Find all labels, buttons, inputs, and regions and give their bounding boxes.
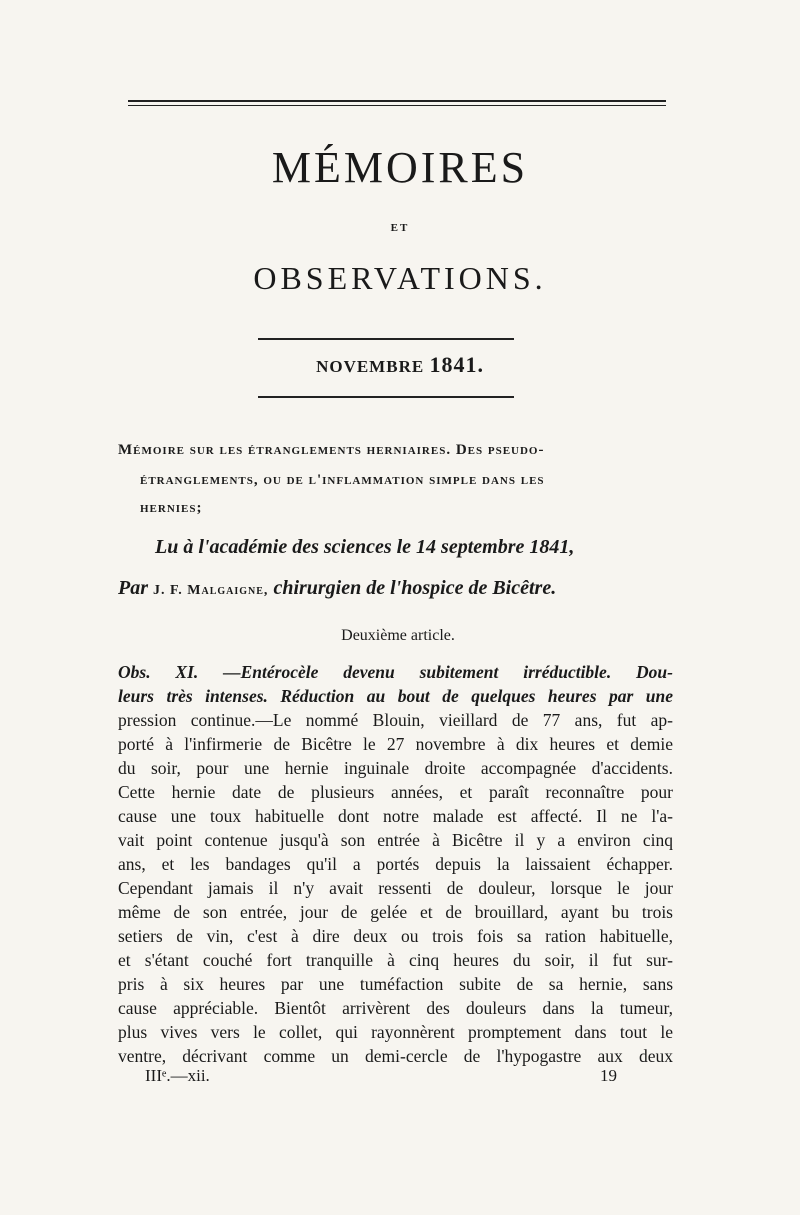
article-heading-line-2: étranglements, ou de l'inflammation simple dans les	[140, 472, 545, 488]
body-line: et s'étant couché fort tranquille à cinq heures du soir, il fut sur-	[118, 950, 673, 970]
body-line: pression continue.—Le nommé Blouin, vieillard de 77 ans, fut ap-	[118, 710, 673, 730]
body-line: du soir, pour une hernie inguinale droite accompagnée d'accidents.	[118, 758, 673, 778]
author-prefix: Par	[118, 577, 148, 599]
body-line: Cependant jamais il n'y avait ressenti de douleur, lorsque le jour	[118, 878, 673, 898]
author-role: chirurgien de l'hospice de Bicêtre.	[273, 577, 557, 599]
body-line: même de son entrée, jour de gelée et de brouillard, ayant bu trois	[118, 902, 673, 922]
author-name: J. F. Malgaigne,	[153, 583, 269, 598]
author-line	[118, 574, 678, 605]
body-line: leurs très intenses. Réduction au bout de quelques heures par une	[118, 686, 673, 706]
page-number: 19	[600, 1066, 617, 1085]
article-part: Deuxième article.	[341, 627, 455, 644]
body-line: ventre, décrivant comme un demi-cercle de l'hypogastre aux deux	[118, 1046, 673, 1066]
body-line: pris à six heures par une tuméfaction subite de sa hernie, sans	[118, 974, 673, 994]
body-line: Cette hernie date de plusieurs années, et paraît reconnaître pour	[118, 782, 673, 802]
body-line: cause une toux habituelle dont notre malade est affecté. Il ne l'a-	[118, 806, 673, 826]
body-line: setiers de vin, c'est à dire deux ou trois fois sa ration habituelle,	[118, 926, 673, 946]
article-heading-line-3: hernies;	[140, 500, 203, 516]
body-line: porté à l'infirmerie de Bicêtre le 27 novembre à dix heures et demie	[118, 734, 673, 754]
body-line: Obs. XI. —Entérocèle devenu subitement irréductible. Dou-	[118, 662, 673, 682]
body-line: ans, et les bandages qu'il a portés depuis la laissaient échapper.	[118, 854, 673, 874]
body-line: plus vives vers le collet, qui rayonnèrent promptement dans tout le	[118, 1022, 673, 1042]
issue-year: 1841.	[429, 352, 484, 377]
body-line: vait point contenue jusqu'à son entrée à Bicêtre il y a environ cinq	[118, 830, 673, 850]
title-conjunction: ET	[390, 222, 410, 234]
issue-date	[0, 352, 800, 378]
article-heading-line-1: Mémoire sur les étranglements herniaires. Des pseudo-	[118, 442, 545, 458]
top-rule-thin	[128, 105, 666, 106]
journal-subtitle: OBSERVATIONS.	[253, 260, 547, 296]
top-rule	[128, 100, 666, 102]
issue-month: NOVEMBRE	[316, 357, 425, 376]
body-line: cause appréciable. Bientôt arrivèrent des douleurs dans la tumeur,	[118, 998, 673, 1018]
read-at-line: Lu à l'académie des sciences le 14 septembre 1841,	[155, 536, 575, 558]
date-rule-top	[258, 338, 514, 340]
date-rule-bottom	[258, 396, 514, 398]
signature-mark: IIIᵉ.—xii.	[145, 1066, 210, 1085]
journal-title: MÉMOIRES	[271, 143, 529, 192]
